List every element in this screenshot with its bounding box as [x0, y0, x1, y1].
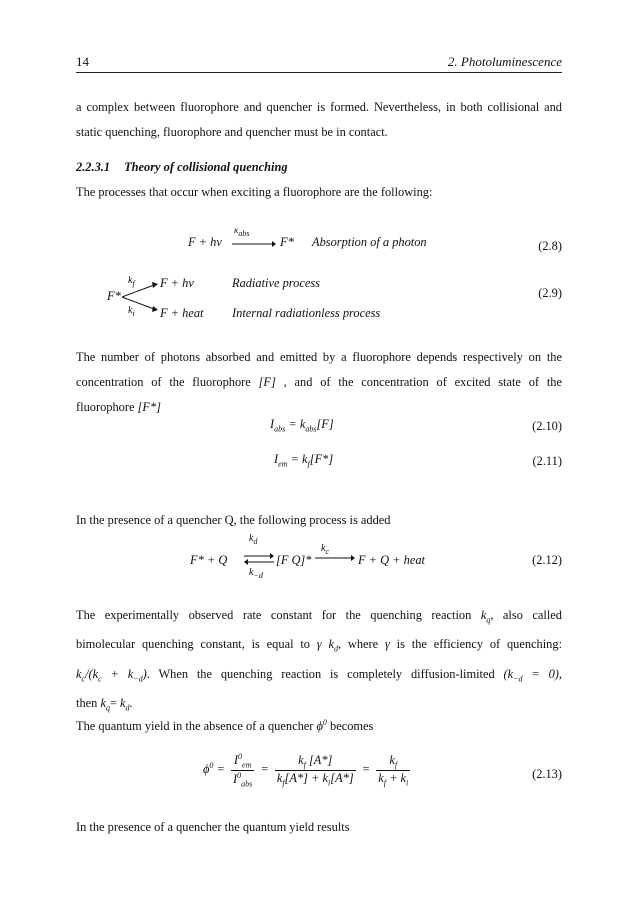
paragraph-rate-line-1: The experimentally observed rate constant for the quenching reaction $k_q$, also called	[76, 608, 562, 625]
paragraph-quencher: In the presence of a quencher Q, the following process is added	[76, 513, 391, 527]
eq-2-11-expr: $I_{em} = k_f[F*]$	[274, 452, 334, 469]
eq-2-13-expr: $\phi^0$ = $\frac{I^0_{em}}{I^0_{abs}}$ = $\frac{k_f [A*]}{k_f[A*] + k_i[A*]}$ = $\frac{k_f}{k_f + k_i}$	[203, 752, 409, 789]
paragraph-photons-line-3: fluorophore [F*]	[76, 400, 162, 414]
eq-2-12-number: (2.12)	[532, 553, 562, 567]
eq-2-12-k-c: $k_c$	[321, 543, 330, 556]
eq-2-9-k-upper: $k_f$	[128, 275, 135, 288]
paragraph-intro-line-2: static quenching, fluorophore and quencher must be in contact.	[76, 125, 388, 139]
eq-2-8-lhs: F + hν	[188, 235, 222, 249]
paragraph-quantum-yield: The quantum yield in the absence of a quencher $\phi^0$ becomes	[76, 718, 374, 734]
paragraph-rate-constant	[76, 603, 562, 721]
eq-2-13-frac-2: $\frac{k_f [A*]}{k_f[A*] + k_i[A*]}$	[276, 753, 354, 788]
chapter-title: 2. Photoluminescence	[447, 54, 562, 69]
section-number: 2.2.3.1	[76, 160, 111, 174]
eq-2-9-species: F*	[107, 289, 121, 303]
eq-2-9-label-lower: Internal radiationless process	[232, 306, 381, 320]
eq-2-8-number: (2.8)	[538, 239, 562, 253]
section-title: Theory of collisional quenching	[124, 160, 288, 174]
eq-2-9-number: (2.9)	[538, 286, 562, 300]
eq-2-12-rhs: F + Q + heat	[358, 553, 425, 567]
paragraph-intro-line-1: a complex between fluorophore and quencher is formed. Nevertheless, in both collisional and	[76, 100, 562, 114]
eq-2-9-product-lower: F + heat	[160, 306, 204, 320]
eq-2-12-equilibrium-arrows	[244, 552, 274, 566]
paragraph-quencher-yield: In the presence of a quencher the quantum yield results	[76, 820, 350, 834]
eq-2-10-expr: $I_{abs} = k_{abs}[F]$	[270, 417, 334, 434]
eq-2-13-number: (2.13)	[532, 767, 562, 781]
eq-2-9-label-upper: Radiative process	[232, 276, 320, 290]
eq-2-12-k-back: $k_{-d}$	[249, 567, 263, 580]
eq-2-13-frac-3: $\frac{k_f}{k_f + k_i}$	[378, 753, 409, 788]
eq-2-9-k-lower: $k_i$	[128, 305, 135, 318]
eq-2-11-number: (2.11)	[532, 454, 562, 468]
section-heading	[76, 160, 288, 175]
paragraph-processes: The processes that occur when exciting a fluorophore are the following:	[76, 185, 433, 199]
eq-2-9-branch-arrows	[122, 281, 158, 315]
header-rule	[76, 72, 562, 73]
eq-2-8-arrow-label: $\kappa_{abs}$	[234, 225, 250, 238]
paragraph-rate-line-3: $k_c/(k_c + k_{-d})$. When the quenching reaction is completely diffusion-limited $(k_{-d} = 0)$,	[76, 666, 562, 684]
eq-2-13-frac-1: $\frac{I^0_{em}}{I^0_{abs}}$	[232, 752, 253, 789]
eq-2-8-arrow	[232, 240, 276, 248]
paragraph-photons-line-1: The number of photons absorbed and emitted by a fluorophore depends respectively on the	[76, 350, 562, 364]
paragraph-photons	[76, 345, 562, 420]
paragraph-intro	[76, 95, 562, 145]
page-number: 14	[76, 54, 89, 69]
eq-2-9-product-upper: F + hν	[160, 276, 194, 290]
eq-2-8-label: Absorption of a photon	[312, 235, 427, 249]
eq-2-12-intermediate: [F Q]*	[276, 553, 312, 567]
paragraph-rate-line-4: then $k_q= k_d$.	[76, 696, 133, 713]
paragraph-rate-line-2: bimolecular quenching constant, is equal to γ $k_d$, where γ is the efficiency of quenching:	[76, 637, 563, 654]
eq-2-12-lhs: F* + Q	[190, 553, 228, 567]
eq-2-8-rhs: F*	[280, 235, 294, 249]
eq-2-10-number: (2.10)	[532, 419, 562, 433]
paragraph-photons-line-2: concentration of the fluorophore [F] , and of the concentration of excited state of the	[76, 375, 562, 389]
eq-2-12-k-forward: $k_d$	[249, 533, 258, 546]
eq-2-12-arrow	[315, 554, 355, 562]
